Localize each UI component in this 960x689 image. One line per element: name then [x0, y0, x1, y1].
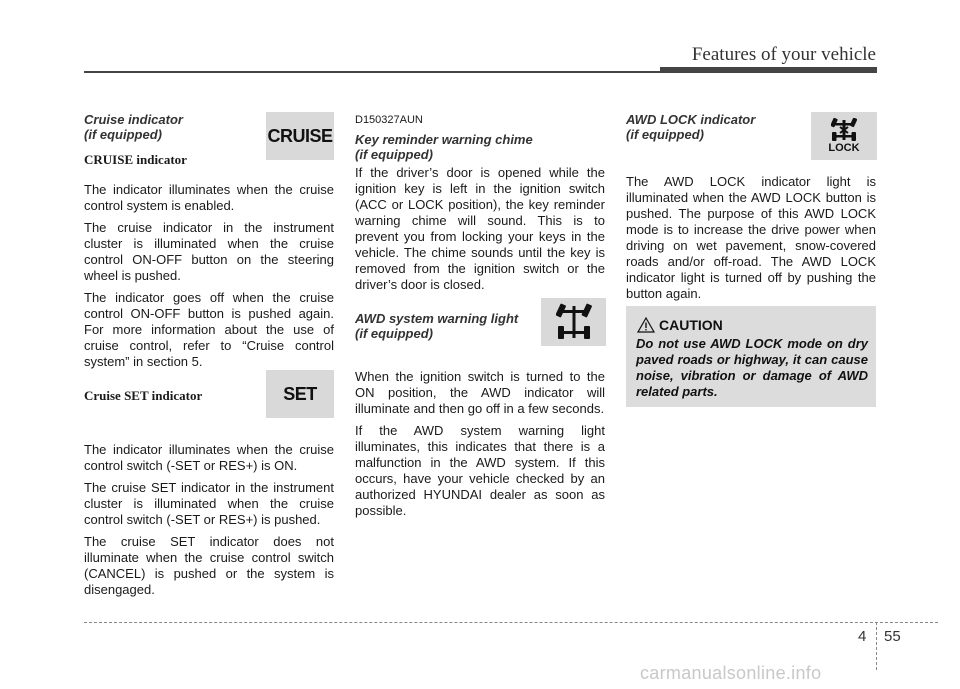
key-reminder-paragraph: If the driver’s door is opened while the ignition key is left in the ignition switch (ACC or LOCK position), the key reminder warning chime will sound. This is to prevent you from locking your keys in the vehicle. The chime sounds until the key is removed from the ignition switch or the driver’s door is closed. [355, 165, 605, 292]
footer-divider [876, 622, 877, 670]
cruise-paragraph-1: The indicator illuminates when the cruise control system is enabled. [84, 182, 334, 213]
set-icon-label: SET [283, 383, 317, 404]
cruise-indicator-subheading: CRUISE indicator [84, 152, 187, 167]
awd-warning-icon [541, 298, 606, 346]
awd-lock-icon [811, 112, 877, 160]
key-reminder-heading: Key reminder warning chime [355, 132, 533, 147]
awd-warning-paragraph-2: If the AWD system warning light illuminates, this indicates that there is a malfunction in the AWD system. If this occurs, have your vehicle checked by an authorized HYUNDAI dealer as soon as possible. [355, 423, 605, 518]
awd-lock-drivetrain-icon [831, 118, 857, 142]
header-rule-accent [660, 67, 877, 73]
awd-warning-paragraph-1: When the ignition switch is turned to the ON position, the AWD indicator will illuminate and then go off in a few seconds. [355, 369, 605, 416]
section-code: D150327AUN [355, 114, 423, 126]
cruise-indicator-heading: Cruise indicator [84, 112, 183, 127]
warning-triangle-icon [637, 317, 655, 333]
header-rule [84, 71, 660, 73]
awd-drivetrain-icon [556, 302, 592, 342]
lock-icon-label: LOCK [828, 142, 860, 154]
cruise-indicator-equipped: (if equipped) [84, 127, 162, 142]
cruise-set-subheading: Cruise SET indicator [84, 388, 203, 403]
key-reminder-equipped: (if equipped) [355, 147, 433, 162]
column-cruise [84, 112, 334, 604]
chapter-number: 4 [858, 628, 867, 645]
page-number: 55 [884, 628, 901, 645]
caution-title: CAUTION [659, 317, 723, 333]
awd-warning-heading: AWD system warning light [355, 311, 519, 326]
caution-body: Do not use AWD LOCK mode on dry paved roads or highway, it can cause noise, vibration or damage of AWD related parts. [636, 336, 868, 399]
footer-rule [84, 622, 938, 623]
cruise-paragraph-2: The cruise indicator in the instrument cluster is illuminated when the cruise control ON-OFF button on the steering wheel is pushed. [84, 220, 334, 283]
cruise-set-paragraph-3: The cruise SET indicator does not illuminate when the cruise control switch (CANCEL) is pushed or the system is disengaged. [84, 534, 334, 597]
page-header-title: Features of your vehicle [691, 44, 876, 65]
cruise-icon-label: CRUISE [267, 125, 333, 146]
cruise-indicator-icon [266, 112, 334, 160]
cruise-set-paragraph-2: The cruise SET indicator in the instrument cluster is illuminated when the cruise control switch (-SET or RES+) is pushed. [84, 480, 334, 527]
caution-box [626, 306, 876, 407]
cruise-set-paragraph-1: The indicator illuminates when the cruise control switch (-SET or RES+) is ON. [84, 442, 334, 473]
watermark: carmanualsonline.info [640, 663, 822, 683]
awd-lock-paragraph: The AWD LOCK indicator light is illuminated when the AWD LOCK button is pushed. The purpose of this AWD LOCK mode is to increase the drive power when driving on wet pavement, snow-covered roads and/or off-road. The AWD LOCK indicator light is turned off by pushing the button again. [626, 174, 876, 301]
awd-lock-heading: AWD LOCK indicator [626, 112, 756, 127]
cruise-paragraph-3: The indicator goes off when the cruise control ON-OFF button is pushed again. For more information about the use of cruise control, refer to “Cruise control system” in section 5. [84, 290, 334, 369]
awd-lock-equipped: (if equipped) [626, 127, 704, 142]
cruise-set-indicator-icon [266, 370, 334, 418]
awd-warning-equipped: (if equipped) [355, 326, 433, 341]
